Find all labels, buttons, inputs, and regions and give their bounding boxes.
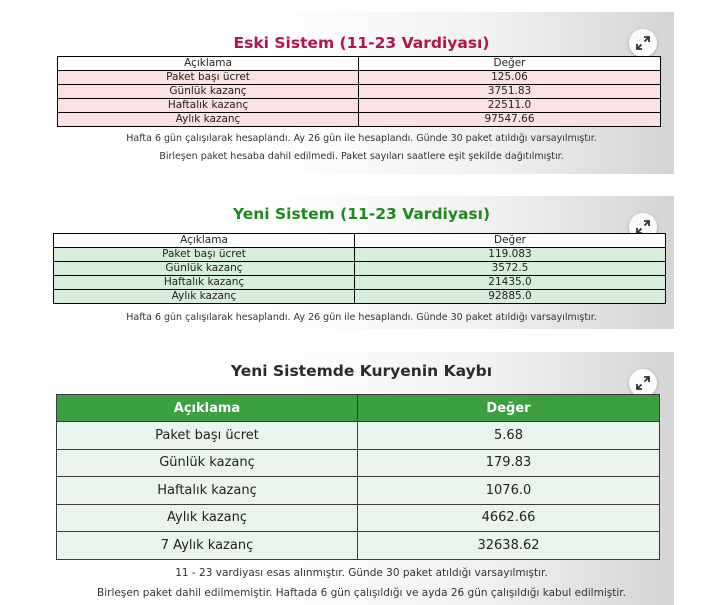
table-row	[54, 262, 666, 276]
table-row	[58, 85, 661, 99]
row-value: 179.83	[358, 449, 660, 477]
row-label: Paket başı ücret	[54, 248, 355, 262]
table-row	[54, 276, 666, 290]
table-row	[54, 248, 666, 262]
row-label: Paket başı ücret	[57, 422, 358, 450]
note-text: Birleşen paket dahil edilmemiştir. Haftada 6 gün çalışıldığı ve ayda 26 gün çalışıldığı kabul edilmiştir.	[97, 587, 626, 599]
row-value: 3751.83	[359, 85, 661, 99]
note-text: Hafta 6 gün çalışılarak hesaplandı. Ay 26 gün ile hesaplandı. Günde 30 paket atıldığı varsayılmıştır.	[126, 312, 597, 323]
expand-arrows-icon	[635, 375, 651, 391]
new-system-title: Yeni Sistem (11-23 Vardiyası)	[232, 205, 491, 223]
row-value: 5.68	[358, 422, 660, 450]
old-system-title: Eski Sistem (11-23 Vardiyası)	[233, 34, 490, 52]
column-header: Değer	[359, 57, 661, 71]
row-value: 119.083	[355, 248, 666, 262]
row-value: 4662.66	[358, 504, 660, 532]
row-label: Paket başı ücret	[58, 71, 359, 85]
note-text: Hafta 6 gün çalışılarak hesaplandı. Ay 26 gün ile hesaplandı. Günde 30 paket atıldığı varsayılmıştır.	[126, 133, 597, 144]
column-header: Açıklama	[58, 57, 359, 71]
row-label: Aylık kazanç	[57, 504, 358, 532]
expand-button[interactable]	[629, 369, 657, 397]
row-label: Haftalık kazanç	[54, 276, 355, 290]
table-header-row	[57, 395, 660, 422]
note-text: Birleşen paket hesaba dahil edilmedi. Paket sayıları saatlere eşit şekilde dağıtılmıştır.	[159, 151, 564, 162]
courier-loss-panel	[49, 352, 674, 605]
old-system-table	[57, 56, 661, 127]
table-header-row	[58, 57, 661, 71]
courier-loss-table	[56, 394, 660, 560]
new-system-table	[53, 233, 666, 304]
courier-loss-title: Yeni Sistemde Kuryenin Kaybı	[230, 362, 493, 380]
table-row	[58, 99, 661, 113]
row-label: Aylık kazanç	[54, 290, 355, 304]
table-row	[58, 71, 661, 85]
note-text: 11 - 23 vardiyası esas alınmıştır. Günde 30 paket atıldığı varsayılmıştır.	[175, 567, 548, 579]
row-label: Haftalık kazanç	[58, 99, 359, 113]
table-row	[57, 504, 660, 532]
old-system-panel	[49, 12, 674, 174]
expand-arrows-icon	[635, 35, 651, 51]
table-row	[57, 532, 660, 560]
row-label: Günlük kazanç	[57, 449, 358, 477]
column-header: Değer	[358, 395, 660, 422]
table-row	[54, 290, 666, 304]
row-label: Günlük kazanç	[54, 262, 355, 276]
row-value: 21435.0	[355, 276, 666, 290]
row-value: 97547.66	[359, 113, 661, 127]
table-row	[57, 422, 660, 450]
row-label: Günlük kazanç	[58, 85, 359, 99]
column-header: Açıklama	[54, 234, 355, 248]
row-value: 92885.0	[355, 290, 666, 304]
column-header: Açıklama	[57, 395, 358, 422]
table-header-row	[54, 234, 666, 248]
row-value: 22511.0	[359, 99, 661, 113]
table-row	[58, 113, 661, 127]
new-system-panel	[49, 196, 674, 329]
row-value: 125.06	[359, 71, 661, 85]
row-value: 3572.5	[355, 262, 666, 276]
table-row	[57, 477, 660, 505]
column-header: Değer	[355, 234, 666, 248]
row-value: 1076.0	[358, 477, 660, 505]
row-label: Aylık kazanç	[58, 113, 359, 127]
row-label: Haftalık kazanç	[57, 477, 358, 505]
row-value: 32638.62	[358, 532, 660, 560]
table-row	[57, 449, 660, 477]
row-label: 7 Aylık kazanç	[57, 532, 358, 560]
expand-button[interactable]	[629, 29, 657, 57]
